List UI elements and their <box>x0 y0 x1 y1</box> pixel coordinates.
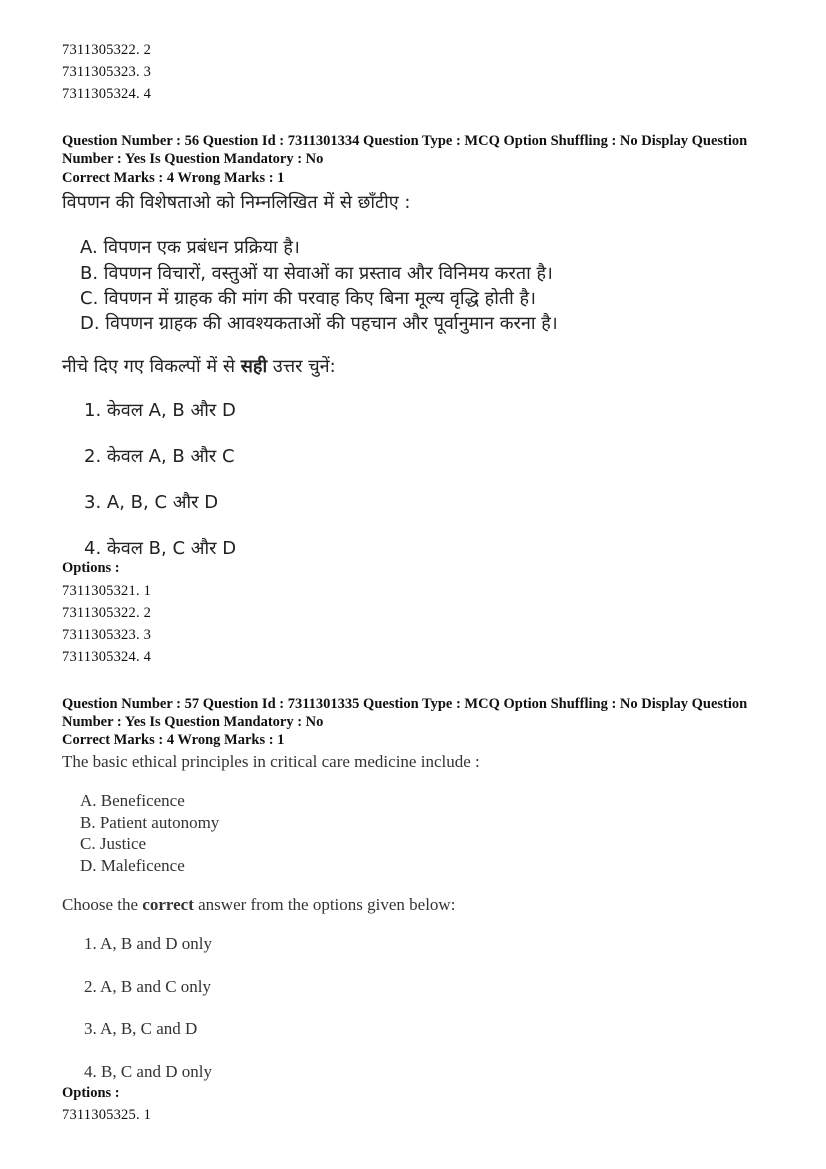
statement: B. Patient autonomy <box>80 813 220 832</box>
question-stem: विपणन की विशेषताओ को निम्नलिखित में से छाँटीए : <box>62 192 411 213</box>
answer-choice: 2. केवल A, B और C <box>84 446 235 467</box>
statement: B. विपणन विचारों, वस्तुओं या सेवाओं का प्रस्ताव और विनिमय करता है। <box>80 263 553 284</box>
option-line: 7311305325. 1 <box>62 1107 152 1123</box>
question-header: Question Number : 56 Question Id : 7311301334 Question Type : MCQ Option Shuffling : No Display Question Number : Yes Is Question Mandatory : No <box>62 133 748 167</box>
answer-choice: 3. A, B, C और D <box>84 492 219 513</box>
question-stem: The basic ethical principles in critical care medicine include : <box>62 752 480 771</box>
statement: A. विपणन एक प्रबंधन प्रक्रिया है। <box>80 237 300 258</box>
question-header: Question Number : 57 Question Id : 7311301335 Question Type : MCQ Option Shuffling : No Display Question Number : Yes Is Question Mandatory : No <box>62 696 748 730</box>
statement: C. विपणन में ग्राहक की मांग की परवाह किए बिना मूल्य वृद्धि होती है। <box>80 288 536 309</box>
option-line: 7311305323. 3 <box>62 64 152 80</box>
option-line: 7311305322. 2 <box>62 605 152 621</box>
question-marks: Correct Marks : 4 Wrong Marks : 1 <box>62 170 285 186</box>
statement: D. Maleficence <box>80 856 185 875</box>
options-label: Options : <box>62 1085 120 1101</box>
statement: C. Justice <box>80 834 147 853</box>
statement: A. Beneficence <box>80 791 185 810</box>
answer-choice: 1. A, B and D only <box>84 934 212 953</box>
instruction: नीचे दिए गए विकल्पों में से सही उत्तर चुनें: <box>62 356 336 377</box>
option-line: 7311305321. 1 <box>62 583 152 599</box>
statement: D. विपणन ग्राहक की आवश्यकताओं की पहचान और पूर्वानुमान करना है। <box>80 313 558 334</box>
answer-choice: 4. B, C and D only <box>84 1062 212 1081</box>
option-line: 7311305322. 2 <box>62 42 152 58</box>
option-line: 7311305324. 4 <box>62 649 152 665</box>
options-label: Options : <box>62 560 120 576</box>
instruction: Choose the correct answer from the options given below: <box>62 895 456 914</box>
answer-choice: 3. A, B, C and D <box>84 1019 198 1038</box>
answer-choice: 2. A, B and C only <box>84 977 212 996</box>
question-marks: Correct Marks : 4 Wrong Marks : 1 <box>62 732 285 748</box>
option-line: 7311305324. 4 <box>62 86 152 102</box>
answer-choice: 1. केवल A, B और D <box>84 400 236 421</box>
answer-choice: 4. केवल B, C और D <box>84 538 237 559</box>
option-line: 7311305323. 3 <box>62 627 152 643</box>
